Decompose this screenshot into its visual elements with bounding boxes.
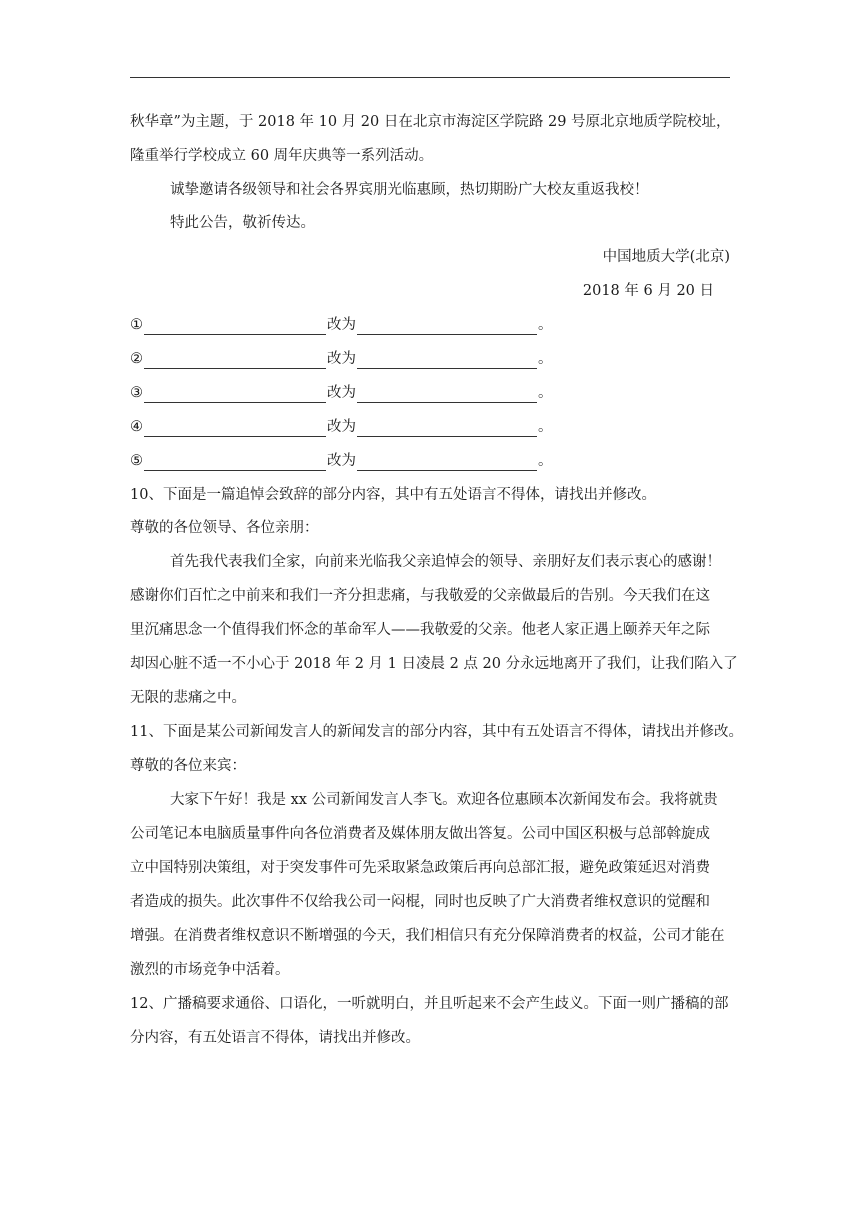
- answer-row: [130, 417, 553, 437]
- answer-end: 。: [538, 419, 553, 435]
- question-10-body-line: 却因心脏不适一不小心于 2018 年 2 月 1 日凌晨 2 点 20 分永远地离开了我们，让我们陷入了: [130, 656, 738, 672]
- answer-blank[interactable]: [144, 422, 326, 437]
- answer-end: 。: [538, 351, 553, 367]
- answer-number: ②: [130, 351, 143, 367]
- question-10-prompt: 10、下面是一篇追悼会致辞的部分内容，其中有五处语言不得体，请找出并修改。: [130, 487, 656, 503]
- question-12-prompt: 分内容，有五处语言不得体，请找出并修改。: [130, 1030, 420, 1046]
- text-line: 特此公告，敬祈传达。: [170, 215, 315, 231]
- answer-row: [130, 349, 553, 369]
- answer-blank[interactable]: [144, 320, 326, 335]
- signature-org: 中国地质大学(北京): [602, 249, 730, 265]
- answer-row: [130, 451, 553, 471]
- header-rule: [130, 77, 730, 78]
- text-line: 诚挚邀请各级领导和社会各界宾朋光临惠顾，热切期盼广大校友重返我校！: [170, 182, 649, 198]
- question-11-prompt: 11、下面是某公司新闻发言人的新闻发言的部分内容，其中有五处语言不得体，请找出并修改。: [130, 724, 743, 740]
- answer-blank[interactable]: [357, 354, 537, 369]
- text-line: 秋华章”为主题，于 2018 年 10 月 20 日在北京市海淀区学院路 29 号原北京地质学院校址，: [130, 114, 731, 130]
- answer-number: ①: [130, 317, 143, 333]
- answer-end: 。: [538, 453, 553, 469]
- answer-mid: 改为: [327, 419, 356, 435]
- answer-mid: 改为: [327, 385, 356, 401]
- question-12-prompt: 12、广播稿要求通俗、口语化，一听就明白，并且听起来不会产生歧义。下面一则广播稿的部: [130, 996, 729, 1012]
- answer-blank[interactable]: [144, 354, 326, 369]
- answer-number: ⑤: [130, 453, 143, 469]
- answer-row: [130, 315, 553, 335]
- question-11-body-line: 者造成的损失。此次事件不仅给我公司一闷棍，同时也反映了广大消费者维权意识的觉醒和: [130, 894, 710, 910]
- answer-row: [130, 383, 553, 403]
- question-11-body-line: 立中国特别决策组，对于突发事件可先采取紧急政策后再向总部汇报，避免政策延迟对消费: [130, 860, 710, 876]
- answer-end: 。: [538, 317, 553, 333]
- answer-blank[interactable]: [144, 388, 326, 403]
- question-10-greeting: 尊敬的各位领导、各位亲朋：: [130, 520, 319, 536]
- answer-blank[interactable]: [144, 456, 326, 471]
- answer-blank[interactable]: [357, 456, 537, 471]
- question-10-body-line: 感谢你们百忙之中前来和我们一齐分担悲痛，与我敬爱的父亲做最后的告别。今天我们在这: [130, 588, 710, 604]
- question-11-body-line: 增强。在消费者维权意识不断增强的今天，我们相信只有充分保障消费者的权益，公司才能在: [130, 928, 725, 944]
- text-line: 隆重举行学校成立 60 周年庆典等一系列活动。: [130, 148, 434, 164]
- answer-blank[interactable]: [357, 388, 537, 403]
- answer-mid: 改为: [327, 453, 356, 469]
- question-11-body-line: 大家下午好！我是 xx 公司新闻发言人李飞。欢迎各位惠顾本次新闻发布会。我将就贵: [170, 792, 718, 808]
- question-10-body-line: 无限的悲痛之中。: [130, 690, 246, 706]
- answer-number: ③: [130, 385, 143, 401]
- question-10-body-line: 里沉痛思念一个值得我们怀念的革命军人——我敬爱的父亲。他老人家正遇上颐养天年之际: [130, 622, 710, 638]
- answer-number: ④: [130, 419, 143, 435]
- answer-mid: 改为: [327, 351, 356, 367]
- question-11-body-line: 公司笔记本电脑质量事件向各位消费者及媒体朋友做出答复。公司中国区积极与总部斡旋成: [130, 826, 710, 842]
- question-11-greeting: 尊敬的各位来宾：: [130, 758, 246, 774]
- question-10-body-line: 首先我代表我们全家，向前来光临我父亲追悼会的领导、亲朋好友们表示衷心的感谢！: [170, 554, 721, 570]
- answer-end: 。: [538, 385, 553, 401]
- answer-blank[interactable]: [357, 320, 537, 335]
- answer-mid: 改为: [327, 317, 356, 333]
- question-11-body-line: 激烈的市场竞争中活着。: [130, 962, 290, 978]
- signature-date: 2018 年 6 月 20 日: [582, 283, 714, 299]
- answer-blank[interactable]: [357, 422, 537, 437]
